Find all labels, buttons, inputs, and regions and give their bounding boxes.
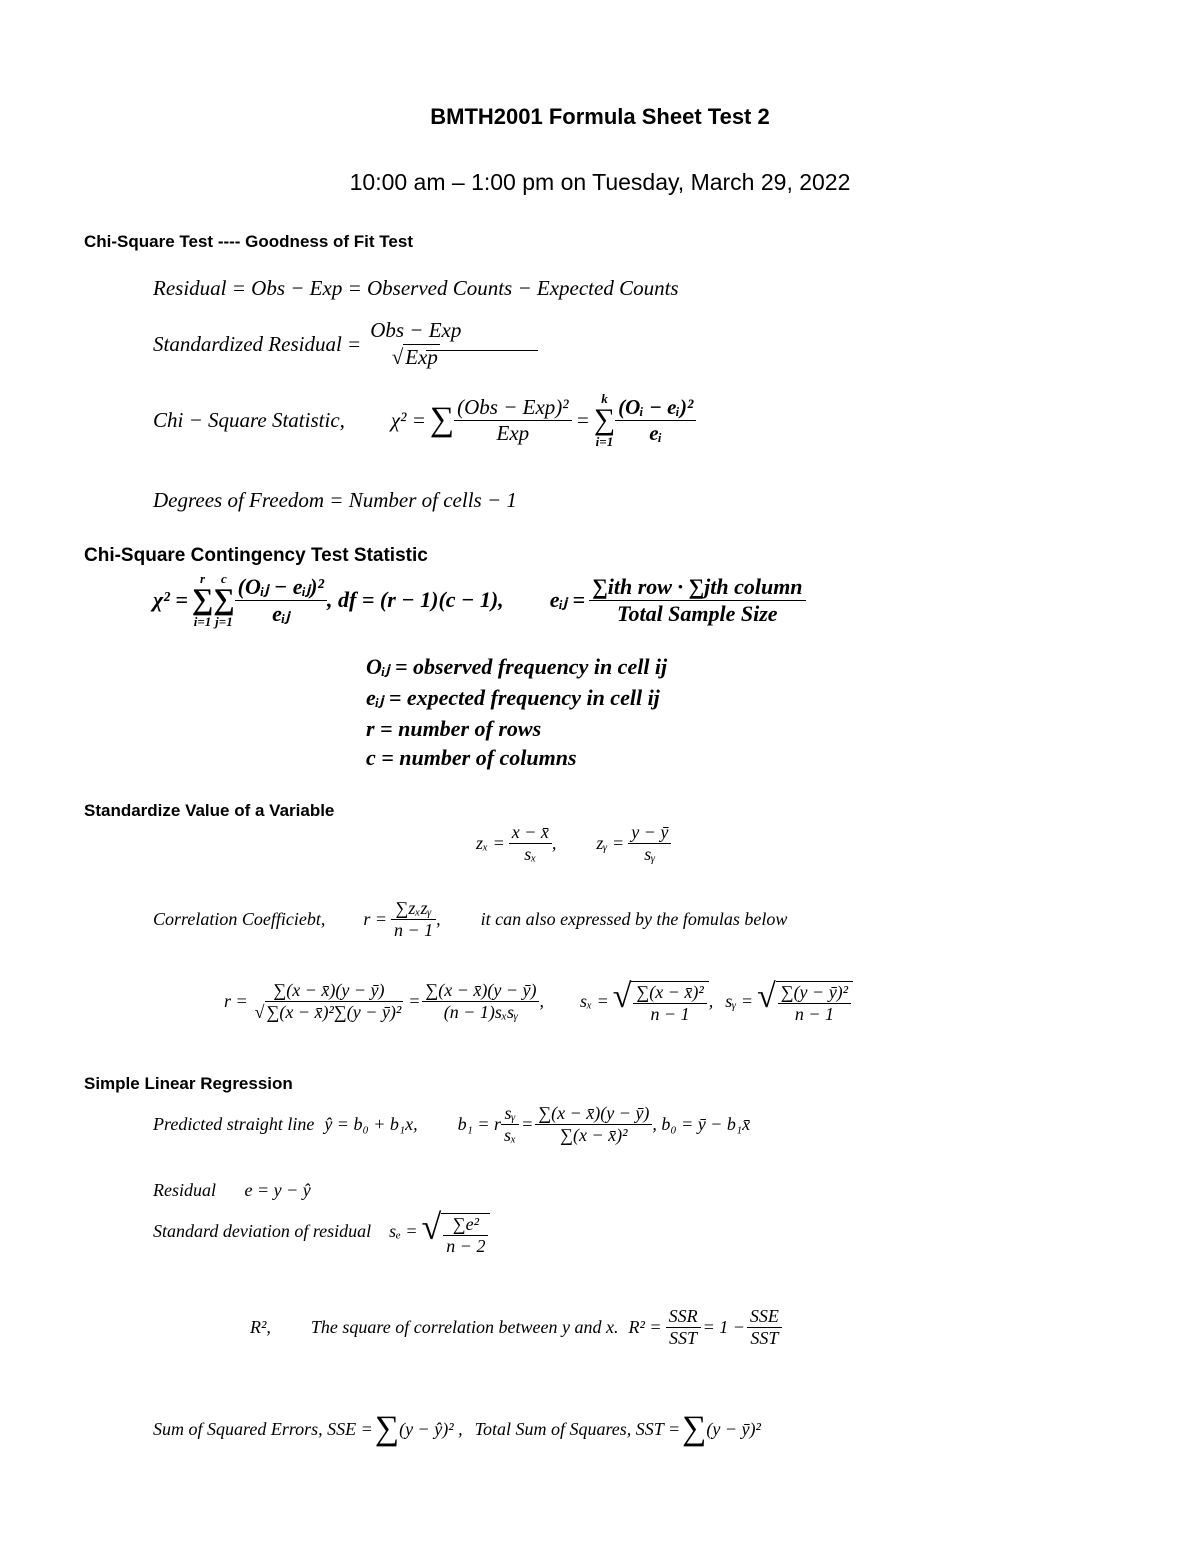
chi-den-2: eᵢ bbox=[615, 420, 696, 446]
one-minus: = 1 − bbox=[702, 1317, 745, 1337]
chi-fraction-1 bbox=[454, 395, 571, 446]
chi-num-2: (Oᵢ − eᵢ)² bbox=[618, 394, 694, 419]
df-formula: , df = (r − 1)(c − 1), bbox=[327, 587, 504, 612]
se-numerator: ∑e² bbox=[452, 1213, 479, 1234]
z-score-formulas: zₓ = $\frac{x - x̄}{\text{sₓ}}$ , zᵧ = $\frac{y - ȳ}{\text{sᵧ}}$ bbox=[476, 822, 671, 865]
std-residual-numerator: Obs − Exp bbox=[370, 318, 462, 342]
std-residual-fraction-bar bbox=[426, 350, 538, 351]
zy-fraction bbox=[628, 822, 671, 865]
sse-text: Sum of Squared Errors, SSE = bbox=[153, 1418, 373, 1439]
ssr-label: SSR bbox=[668, 1306, 698, 1326]
sum-lower-limit: i=1 bbox=[595, 434, 614, 449]
section-heading-regression: Simple Linear Regression bbox=[84, 1074, 293, 1093]
b1-lhs: b₁ = r bbox=[457, 1114, 502, 1134]
residual-equation: e = y − ŷ bbox=[244, 1180, 311, 1200]
section-heading-gof: Chi-Square Test ---- Goodness of Fit Test bbox=[84, 232, 413, 251]
chi-den-1: Exp bbox=[454, 420, 571, 446]
chi-square-statistic-formula: Chi − Square Statistic, χ² = ∑ $\frac{\text{(Obs − Exp)²}}{\text{Exp}}$ = k ∑ i=1 $\frac{\text{(Oᵢ − eᵢ)²}}{\text{eᵢ}}$ bbox=[153, 392, 696, 448]
r-numerator-2: ∑(x − x̄)(y − ȳ) bbox=[425, 979, 537, 1000]
sy-fraction bbox=[776, 981, 853, 1025]
upper-limit-r: r bbox=[200, 571, 206, 586]
corr-numerator: ∑zₓzᵧ bbox=[395, 898, 432, 918]
corr-denominator: n − 1 bbox=[391, 919, 436, 941]
sst-label-1: SST bbox=[666, 1327, 701, 1349]
sy-lhs: sᵧ = bbox=[725, 990, 754, 1011]
degrees-of-freedom-formula: Degrees of Freedom = Number of cells − 1 bbox=[153, 488, 517, 512]
pred-label: Predicted straight line bbox=[153, 1114, 315, 1134]
sst-label-2: SST bbox=[747, 1327, 782, 1349]
sx-fraction bbox=[631, 981, 708, 1025]
r2-lhs: R², bbox=[250, 1317, 271, 1337]
sy-denominator: n − 1 bbox=[778, 1003, 851, 1025]
chi-fraction-2 bbox=[615, 395, 696, 446]
b0-formula: , b₀ = ȳ − b₁x̄ bbox=[652, 1114, 751, 1134]
residual-regression-formula bbox=[153, 1180, 311, 1201]
r-and-sd-formulas: r = ∑(x − x̄)(y − ȳ) √ ∑(x − x̄)²∑(y − ȳ)² = $\frac{\sum(x - x̄)(y - ȳ)}{\text{(n − 1)sₓsᵧ}}$ , sₓ = √ $\frac{\text{∑(x − x̄)²}}{n - 1}$ , sᵧ = √ $\frac{\text{∑(y − ȳ)²}}{n - 1}$ bbox=[224, 978, 853, 1025]
corr-lhs: r = bbox=[363, 909, 387, 929]
definition-columns: c = number of columns bbox=[366, 745, 577, 770]
section-heading-contingency: Chi-Square Contingency Test Statistic bbox=[84, 545, 428, 566]
regression-line-formula: Predicted straight line ŷ = b₀ + b₁x, b₁ = r $\frac{\text{sᵧ}}{\text{sₓ}}$ = $\frac{\sum(x - x̄)(y - ȳ)}{\text{∑(x − x̄)²}}$ , b₀ = ȳ − b₁x̄ bbox=[153, 1103, 751, 1145]
se-denominator: n − 2 bbox=[443, 1235, 488, 1257]
contingency-fraction bbox=[235, 574, 327, 627]
eij-denominator: Total Sample Size bbox=[589, 600, 805, 627]
r-fraction-2 bbox=[422, 980, 539, 1023]
contingency-chi-lhs: χ² = bbox=[153, 587, 188, 612]
r2-eq: R² = bbox=[628, 1317, 662, 1337]
b1-numerator: ∑(x − x̄)(y − ȳ) bbox=[538, 1103, 650, 1123]
r-lhs: r = bbox=[224, 990, 248, 1011]
lower-limit-i: i=1 bbox=[193, 614, 212, 629]
residual-sd-formula: Standard deviation of residual sₑ = √ $\frac{\text{∑e²}}{n - 2}$ bbox=[153, 1206, 490, 1257]
correlation-formula: Correlation Coefficiebt, r = $\frac{\text{∑zₓzᵧ}}{n - 1}$ , it can also expressed by the fomulas below bbox=[153, 898, 788, 940]
sum-symbol: ∑ bbox=[429, 401, 455, 438]
ssr-sst-fraction bbox=[666, 1306, 701, 1349]
definition-rows: r = number of rows bbox=[366, 716, 542, 741]
residual-formula: Residual = Obs − Exp = Observed Counts − Expected Counts bbox=[153, 276, 679, 300]
lower-limit-j: j=1 bbox=[215, 614, 233, 629]
eij-numerator: ∑ith row · ∑jth column bbox=[592, 573, 803, 599]
std-residual-fraction: Obs − Exp √Exp bbox=[367, 318, 464, 370]
corr-fraction bbox=[391, 898, 436, 941]
sd-label: Standard deviation of residual bbox=[153, 1220, 372, 1241]
standardized-residual-formula bbox=[153, 318, 464, 370]
b1-denominator: ∑(x − x̄)² bbox=[535, 1124, 652, 1146]
std-residual-denominator: Exp bbox=[405, 345, 438, 370]
sst-text: Total Sum of Squares, SST = bbox=[474, 1418, 681, 1439]
corr-note: it can also expressed by the fomulas below bbox=[480, 909, 788, 929]
sx-numerator: ∑(x − x̄)² bbox=[636, 981, 704, 1002]
contingency-denominator: eᵢⱼ bbox=[235, 600, 327, 627]
sst-term: (y − ȳ)² bbox=[706, 1418, 761, 1439]
sse-sst-fraction bbox=[747, 1306, 782, 1349]
residual-label: Residual bbox=[153, 1180, 216, 1200]
page-title: BMTH2001 Formula Sheet Test 2 bbox=[430, 104, 770, 129]
chi-num-1: (Obs − Exp)² bbox=[457, 394, 569, 419]
sx-denominator: n − 1 bbox=[633, 1003, 706, 1025]
section-heading-standardize: Standardize Value of a Variable bbox=[84, 801, 335, 820]
b1-ratio-fraction bbox=[501, 1103, 519, 1146]
b1-ratio-denominator: sₓ bbox=[501, 1124, 519, 1146]
definition-observed: Oᵢⱼ = observed frequency in cell ij bbox=[366, 654, 668, 679]
sse-sst-formula: Sum of Squared Errors, SSE = ∑ (y − ŷ)² , Total Sum of Squares, SST = ∑ (y − ȳ)² bbox=[153, 1410, 761, 1447]
sse-label: SSE bbox=[749, 1306, 779, 1326]
eij-lhs: eᵢⱼ = bbox=[549, 587, 586, 612]
pred-equation: ŷ = b₀ + b₁x, bbox=[324, 1114, 418, 1134]
sum-upper-limit: k bbox=[601, 391, 608, 406]
upper-limit-c: c bbox=[221, 571, 227, 586]
r-denominator-1: ∑(x − x̄)²∑(y − ȳ)² bbox=[266, 1002, 402, 1023]
r-numerator-1: ∑(x − x̄)(y − ȳ) bbox=[273, 979, 385, 1000]
se-lhs: sₑ = bbox=[389, 1220, 418, 1241]
zy-denominator: sᵧ bbox=[628, 843, 671, 865]
zx-numerator: x − x̄ bbox=[511, 822, 549, 842]
se-fraction bbox=[441, 1213, 490, 1257]
r-denominator-2: (n − 1)sₓsᵧ bbox=[422, 1001, 539, 1023]
sum-with-limits: k ∑ i=1 bbox=[593, 391, 616, 449]
eij-fraction bbox=[589, 574, 805, 627]
contingency-formula: χ² = r ∑ i=1 c ∑ j=1 $\frac{\text{(Oᵢⱼ − eᵢⱼ)²}}{\text{eᵢⱼ}}$ , df = (r − 1)(c − 1), eᵢⱼ = $\frac{\text{∑ith row · ∑jth column}}{\text{Total Sample Size}}$ bbox=[153, 572, 806, 628]
zy-numerator: y − ȳ bbox=[631, 822, 669, 842]
r-fraction-1: ∑(x − x̄)(y − ȳ) √ ∑(x − x̄)²∑(y − ȳ)² bbox=[252, 980, 407, 1024]
std-residual-label: Standardized Residual = bbox=[153, 331, 362, 356]
b1-ratio-numerator: sᵧ bbox=[504, 1103, 516, 1123]
contingency-numerator: (Oᵢⱼ − eᵢⱼ)² bbox=[237, 573, 325, 599]
zx-denominator: sₓ bbox=[509, 843, 552, 865]
sy-numerator: ∑(y − ȳ)² bbox=[780, 981, 849, 1002]
zy-lhs: zᵧ = bbox=[596, 833, 625, 853]
definition-expected: eᵢⱼ = expected frequency in cell ij bbox=[366, 685, 660, 710]
corr-label: Correlation Coefficiebt, bbox=[153, 909, 326, 929]
page-subtitle: 10:00 am – 1:00 pm on Tuesday, March 29, 2022 bbox=[349, 169, 851, 195]
zx-fraction bbox=[509, 822, 552, 865]
chi-label: Chi − Square Statistic, bbox=[153, 407, 345, 432]
chi-lhs: χ² = bbox=[390, 407, 426, 432]
sse-term: (y − ŷ)² , bbox=[399, 1418, 463, 1439]
b1-fraction bbox=[535, 1103, 652, 1146]
r2-text: The square of correlation between y and x. bbox=[310, 1317, 619, 1337]
r-squared-formula bbox=[250, 1306, 782, 1349]
sx-lhs: sₓ = bbox=[579, 990, 609, 1011]
zx-lhs: zₓ = bbox=[476, 833, 505, 853]
